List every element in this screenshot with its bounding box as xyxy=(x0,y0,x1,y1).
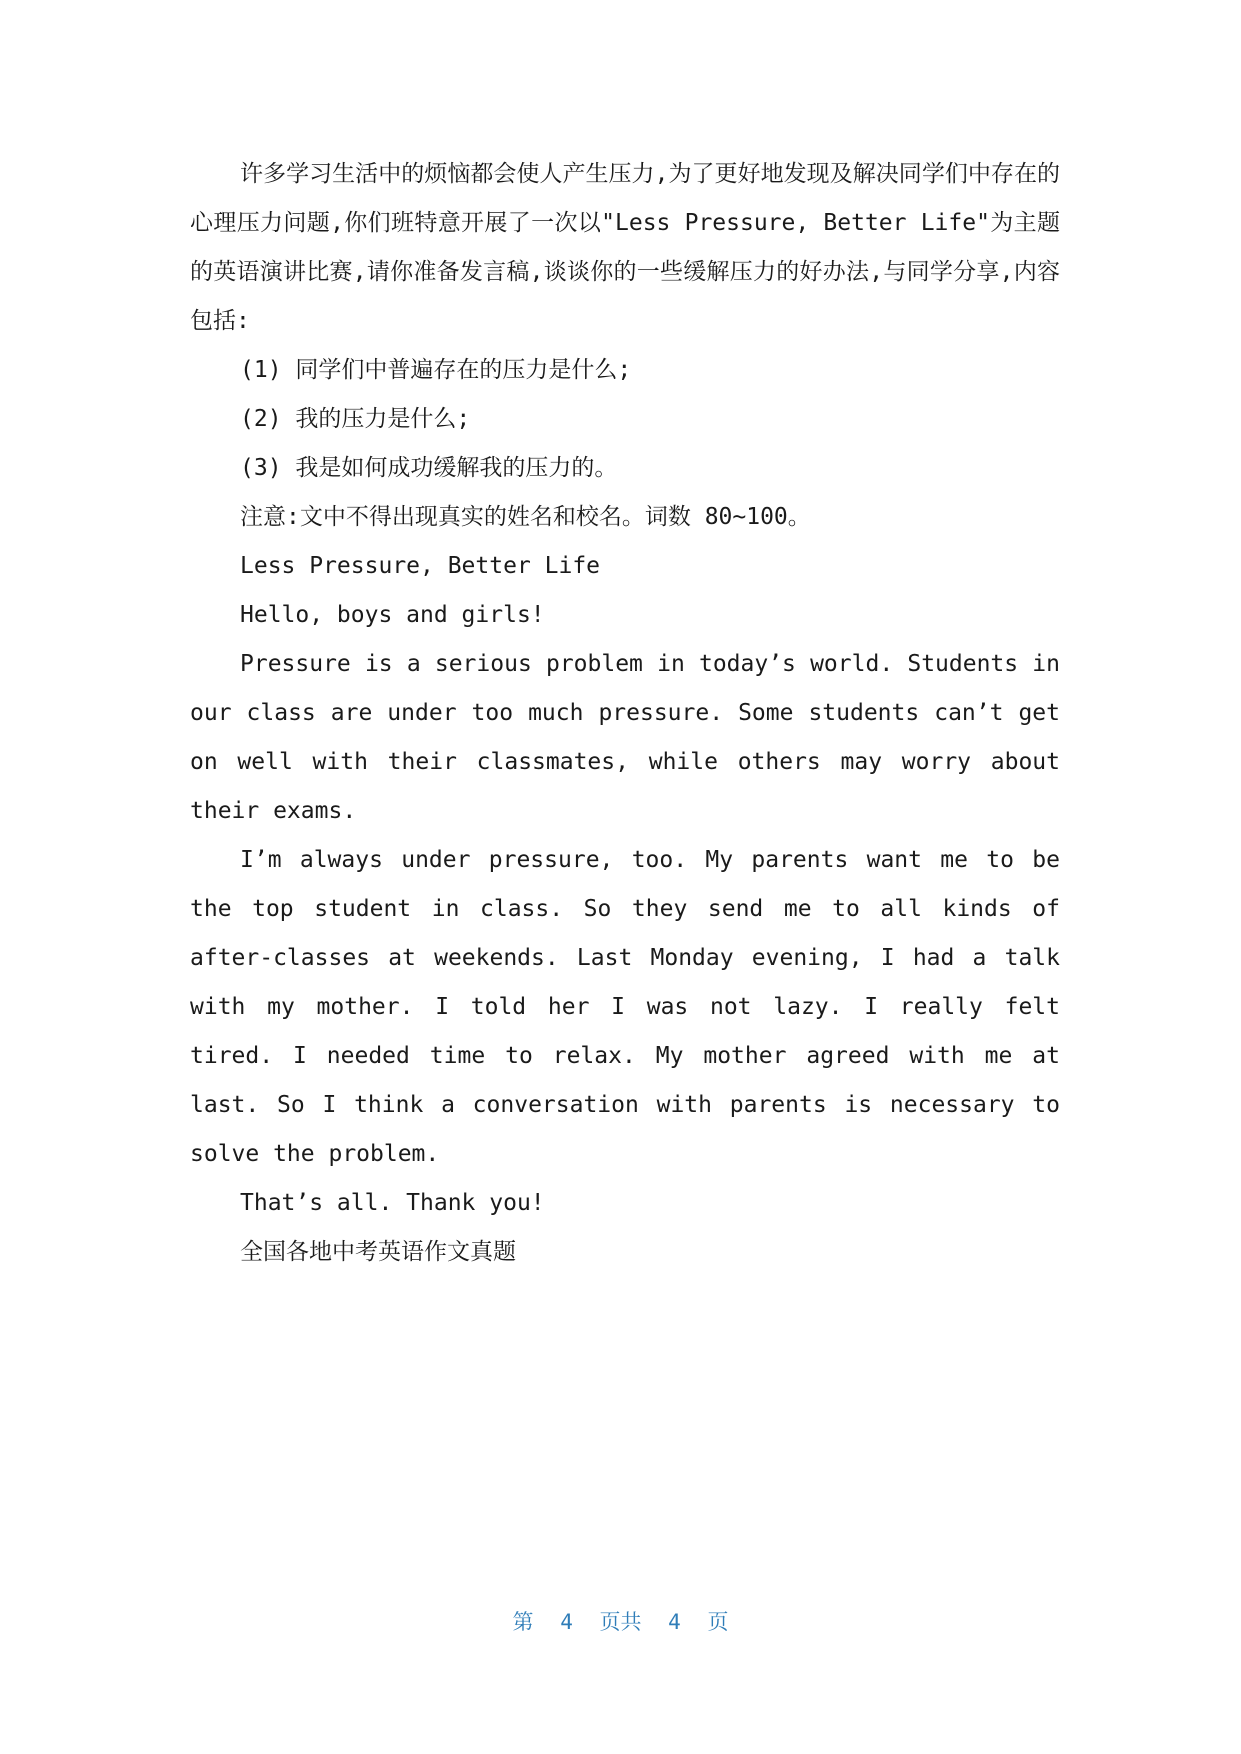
essay-closing: That’s all. Thank you! xyxy=(240,1190,545,1216)
prompt-paragraph: 许多学习生活中的烦恼都会使人产生压力,为了更好地发现及解决同学们中存在的心理压力问题,你们班特意开展了一次以"Less Pressure, Better Life"为主题的英语演讲比赛,请你准备发言稿,谈谈你的一些缓解压力的好办法,与同学分享,内容包括: xyxy=(190,161,1060,334)
requirement-item-3: (3) 我是如何成功缓解我的压力的。 xyxy=(240,455,618,481)
note-paragraph: 注意:文中不得出现真实的姓名和校名。词数 80~100。 xyxy=(240,504,811,530)
essay-paragraph-2: I’m always under pressure, too. My parents want me to be the top student in class. So they send me to all kinds of after-classes at weekends. Last Monday evening, I had a talk with my mother. I told her I was not lazy. I really felt tired. I needed time to relax. My mother agreed with me at last. So I think a conversation with parents is necessary to solve the problem. xyxy=(190,847,1060,1167)
requirement-item-1: (1) 同学们中普遍存在的压力是什么; xyxy=(240,357,632,383)
essay-paragraph-1: Pressure is a serious problem in today’s world. Students in our class are under too much pressure. Some students can’t get on well with their classmates, while others may worry about their exams. xyxy=(190,651,1060,824)
document-body xyxy=(190,150,1060,1277)
requirement-item-2: (2) 我的压力是什么; xyxy=(240,406,471,432)
footer-label-di: 第 xyxy=(512,1610,534,1634)
page-footer xyxy=(0,1606,1241,1636)
footer-label-ye-gong: 页共 xyxy=(599,1610,642,1634)
document-caption: 全国各地中考英语作文真题 xyxy=(240,1239,516,1265)
essay-title: Less Pressure, Better Life xyxy=(240,553,601,579)
footer-label-ye: 页 xyxy=(707,1610,729,1634)
footer-current-page: 4 xyxy=(560,1610,573,1634)
footer-total-pages: 4 xyxy=(668,1610,681,1634)
essay-greeting: Hello, boys and girls! xyxy=(240,602,545,628)
